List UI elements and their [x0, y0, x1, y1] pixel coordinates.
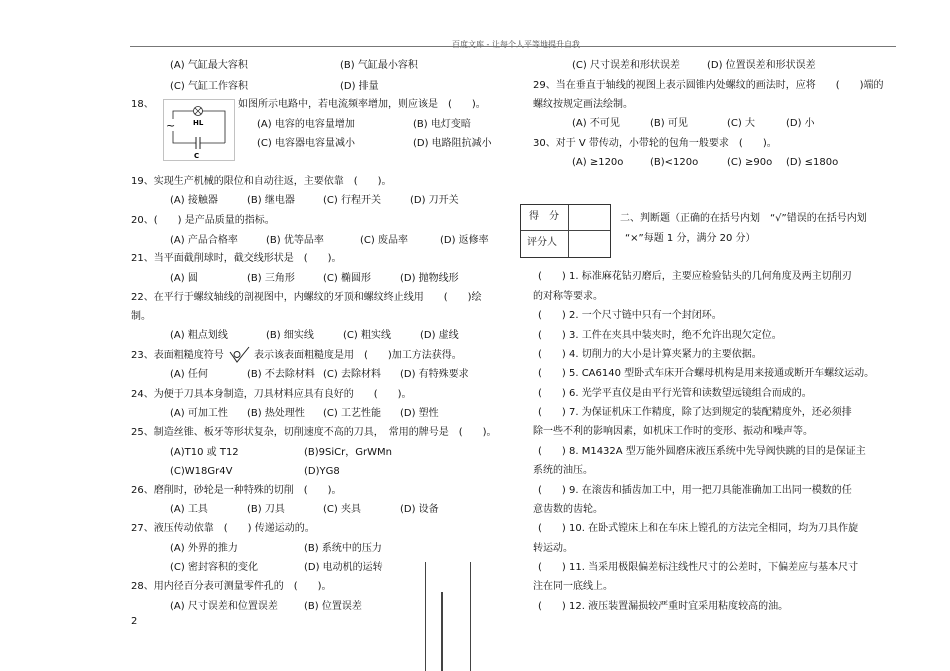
q27-stem: 27、液压传动依靠 ( ) 传递运动的。	[131, 523, 315, 534]
judgment-5: ( ) 5. CA6140 型卧式车床开合螺母机构是用来接通或断开车螺纹运动。	[538, 368, 875, 379]
q19-option-b: (B) 继电器	[247, 195, 295, 206]
judgment-7-cont: 除一些不利的影响因素，如机床工作时的变形、振动和噪声等。	[533, 426, 813, 437]
q17-option-b: (B) 气缸最小容积	[340, 60, 418, 71]
q24-option-b: (B) 热处理性	[247, 408, 305, 419]
judgment-10-cont: 转运动。	[533, 543, 573, 554]
q27-option-b: (B) 系统中的压力	[304, 543, 382, 554]
judgment-1: ( ) 1. 标准麻花钻刃磨后，主要应检验钻头的几何角度及两主切削刃	[538, 271, 852, 282]
q28-option-c: (C) 尺寸误差和形状误差	[572, 60, 680, 71]
judgment-8: ( ) 8. M1432A 型万能外圆磨床液压系统中先导阀快跳的目的是保证主	[538, 446, 866, 457]
q29-stem-cont: 螺纹按规定画法绘制。	[533, 99, 633, 110]
q29-option-c: (C) 大	[727, 118, 755, 129]
score-table	[520, 204, 611, 258]
q30-option-b: (B)<120o	[650, 157, 699, 168]
judgment-12: ( ) 12. 液压装置漏损较严重时宜采用粘度较高的油。	[538, 601, 789, 612]
q26-option-d: (D) 设备	[400, 504, 439, 515]
circuit-wire-bottom-left	[173, 131, 196, 143]
lamp-label: HL	[193, 119, 204, 127]
q23-stem-post: 表示该表面粗糙度是用 ( )加工方法获得。	[254, 350, 462, 361]
q26-option-c: (C) 夹具	[323, 504, 361, 515]
q18-stem: 如图所示电路中，若电流频率增加，则应该是 ( )。	[238, 99, 486, 110]
q22-stem: 22、在平行于螺纹轴线的剖视图中，内螺纹的牙顶和螺纹终止线用 ( )绘	[131, 292, 482, 303]
q17-option-c: (C) 气缸工作容积	[170, 81, 248, 92]
q25-option-a: (A)T10 或 T12	[170, 447, 239, 458]
q19-option-c: (C) 行程开关	[323, 195, 381, 206]
judgment-10: ( ) 10. 在卧式镗床上和在车床上镗孔的方法完全相同，均为刀具作旋	[538, 523, 859, 534]
judgment-8-cont: 系统的油压。	[533, 465, 593, 476]
q23-option-a: (A) 任何	[170, 369, 208, 380]
q21-option-d: (D) 抛物线形	[400, 273, 459, 284]
q23-stem-pre: 23、表面粗糙度符号	[131, 350, 224, 361]
q27-option-a: (A) 外界的推力	[170, 543, 238, 554]
judgment-9-cont: 意齿数的齿轮。	[533, 504, 603, 515]
q25-option-b: (B)9SiCr，GrWMn	[304, 447, 392, 458]
column-divider-left	[425, 562, 426, 671]
q18-option-b: (B) 电灯变暗	[413, 119, 471, 130]
q25-stem: 25、制造丝锥、板牙等形状复杂，切削速度不高的刀具， 常用的牌号是 ( )。	[131, 427, 497, 438]
q23-option-d: (D) 有特殊要求	[400, 369, 469, 380]
q20-option-d: (D) 返修率	[440, 235, 489, 246]
q22-option-b: (B) 细实线	[266, 330, 314, 341]
circuit-wire-right	[203, 111, 226, 143]
q28-stem: 28、用内径百分表可测量零件孔的 ( )。	[131, 581, 332, 592]
q23-option-b: (B) 不去除材料	[247, 369, 315, 380]
q21-option-c: (C) 椭圆形	[323, 273, 371, 284]
q26-option-a: (A) 工具	[170, 504, 208, 515]
q20-option-c: (C) 废品率	[360, 235, 408, 246]
q17-option-a: (A) 气缸最大容积	[170, 60, 248, 71]
score-table-col-divider	[568, 205, 569, 257]
q24-option-d: (D) 塑性	[400, 408, 439, 419]
grader-label: 评分人	[527, 237, 557, 248]
header-rule	[130, 46, 896, 47]
q30-option-a: (A) ≥120o	[572, 157, 624, 168]
q27-option-d: (D) 电动机的运转	[304, 562, 383, 573]
q18-option-a: (A) 电容的电容量增加	[257, 119, 355, 130]
q30-option-d: (D) ≤180o	[786, 157, 839, 168]
page-number: 2	[131, 616, 138, 627]
section-2-title-cont: “×”每题 1 分，满分 20 分）	[625, 233, 756, 244]
q28-option-a: (A) 尺寸误差和位置误差	[170, 601, 278, 612]
judgment-11: ( ) 11. 当采用极限偏差标注线性尺寸的公差时，下偏差应与基本尺寸	[538, 562, 859, 573]
divider-bar	[441, 592, 443, 671]
q22-option-a: (A) 粗点划线	[170, 330, 228, 341]
circuit-wire-top-left	[173, 111, 193, 119]
q18-number: 18、	[131, 99, 154, 110]
q17-option-d: (D) 排量	[340, 81, 379, 92]
q29-option-a: (A) 不可见	[572, 118, 620, 129]
roughness-symbol-icon	[229, 346, 251, 364]
q25-option-c: (C)W18Gr4V	[170, 466, 233, 477]
judgment-6: ( ) 6. 光学平直仪是由平行光管和读数望远镜组合而成的。	[538, 388, 812, 399]
q24-stem: 24、为便于刀具本身制造，刀具材料应具有良好的 ( )。	[131, 389, 412, 400]
judgment-11-cont: 注在同一底线上。	[533, 581, 613, 592]
capacitor-label: C	[194, 152, 200, 160]
q29-stem: 29、当在垂直于轴线的视图上表示圆锥内处螺纹的画法时，应将 ( )端的	[533, 80, 884, 91]
page-header: 百度文库 - 让每个人平等地提升自我	[452, 40, 580, 49]
q18-option-c: (C) 电容器电容量减小	[257, 138, 355, 149]
q19-stem: 19、实现生产机械的限位和自动往返，主要依靠 ( )。	[131, 176, 392, 187]
q26-stem: 26、磨削时，砂轮是一种特殊的切削 ( )。	[131, 485, 342, 496]
q21-option-a: (A) 圆	[170, 273, 198, 284]
q23-option-c: (C) 去除材料	[323, 369, 381, 380]
q29-option-b: (B) 可见	[650, 118, 688, 129]
q26-option-b: (B) 刀具	[247, 504, 285, 515]
q27-option-c: (C) 密封容积的变化	[170, 562, 258, 573]
judgment-4: ( ) 4. 切削力的大小是计算夹紧力的主要依据。	[538, 349, 762, 360]
q24-option-c: (C) 工艺性能	[323, 408, 381, 419]
q29-option-d: (D) 小	[786, 118, 815, 129]
q20-stem: 20、( ) 是产品质量的指标。	[131, 215, 275, 226]
roughness-circle	[234, 352, 240, 358]
column-divider-right	[470, 562, 471, 671]
q28-option-d: (D) 位置误差和形状误差	[707, 60, 816, 71]
roughness-check	[230, 347, 249, 362]
q30-option-c: (C) ≥90o	[727, 157, 773, 168]
judgment-2: ( ) 2. 一个尺寸链中只有一个封闭环。	[538, 310, 722, 321]
q21-stem: 21、当平面截削球时，截交线形状是 ( )。	[131, 253, 342, 264]
judgment-1-cont: 的对称等要求。	[533, 291, 603, 302]
circuit-figure	[163, 99, 235, 161]
q19-option-d: (D) 刀开关	[410, 195, 459, 206]
q25-option-d: (D)YG8	[304, 466, 340, 477]
q20-option-a: (A) 产品合格率	[170, 235, 238, 246]
q22-option-c: (C) 粗实线	[343, 330, 391, 341]
judgment-3: ( ) 3. 工件在夹具中装夹时，绝不允许出现欠定位。	[538, 330, 782, 341]
q18-option-d: (D) 电路阻抗减小	[413, 138, 492, 149]
judgment-7: ( ) 7. 为保证机床工作精度，除了达到规定的装配精度外，还必须排	[538, 407, 852, 418]
q24-option-a: (A) 可加工性	[170, 408, 228, 419]
q21-option-b: (B) 三角形	[247, 273, 295, 284]
q30-stem: 30、对于 V 带传动，小带轮的包角一般要求 ( )。	[533, 138, 777, 149]
q20-option-b: (B) 优等品率	[266, 235, 324, 246]
section-2-title: 二、判断题（正确的在括号内划 “√”错误的在括号内划	[620, 213, 867, 224]
ac-source-icon: ~	[166, 119, 176, 132]
score-table-row-divider	[521, 230, 610, 231]
score-label: 得 分	[529, 211, 559, 222]
q28-option-b: (B) 位置误差	[304, 601, 362, 612]
q22-option-d: (D) 虚线	[420, 330, 459, 341]
q19-option-a: (A) 接触器	[170, 195, 218, 206]
judgment-9: ( ) 9. 在滚齿和插齿加工中，用一把刀具能准确加工出同一模数的任	[538, 485, 852, 496]
q22-stem-cont: 制。	[131, 311, 151, 322]
